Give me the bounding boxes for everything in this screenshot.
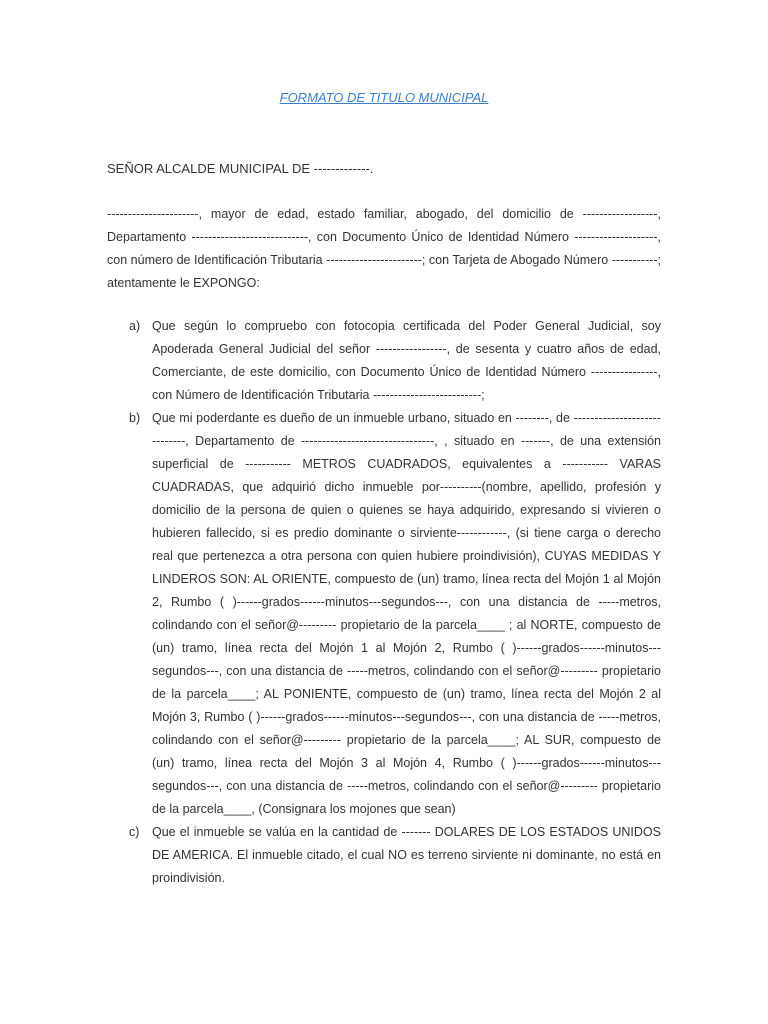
list-item <box>107 315 661 407</box>
list-item-text: Que según lo compruebo con fotocopia certificada del Poder General Judicial, soy Apoderada General Judicial del señor -----------------, de sesenta y cuatro años de edad, Comerciante, de este domicilio, con Documento Único de Identidad Número ----------------, con Número de Identificación Tributaria --------------------------; <box>152 319 661 402</box>
list-marker: b) <box>129 411 141 425</box>
document-title: FORMATO DE TITULO MUNICIPAL <box>279 90 489 105</box>
list-item <box>107 407 661 821</box>
addressee-line: SEÑOR ALCALDE MUNICIPAL DE -------------. <box>107 161 374 176</box>
list-marker: c) <box>129 825 140 839</box>
list-item-text: Que mi poderdante es dueño de un inmueble urbano, situado en --------, de -----------------------------, Departamento de --------------------------------, , situado en -------, de una extensión superficial de ----------- METROS CUADRADOS, equivalentes a ----------- VARAS CUADRADAS, que adquirió dicho inmueble por----------(nombre, apellido, profesión y domicilio de la persona de quien o quienes se haya adquirido, expresando si vivieren o hubieren fallecido, si es predio dominante o sirviente------------, (si tiene carga o derecho real que pertenezca a otra persona con quien hubiere proindivisión), CUYAS MEDIDAS Y LINDEROS SON: AL ORIENTE, compuesto de (un) tramo, línea recta del Mojón 1 al Mojón 2, Rumbo ( )------grados------minutos---segundos---, con una distancia de -----metros, colindando con el señor@--------- propietario de la parcela____ ; al NORTE, compuesto de (un) tramo, línea recta del Mojón 1 al Mojón 2, Rumbo ( )------grados------minutos---segundos---, con una distancia de -----metros, colindando con el señor@--------- propietario de la parcela____; AL PONIENTE, compuesto de (un) tramo, línea recta del Mojón 2 al Mojón 3, Rumbo ( )------grados------minutos---segundos---, con una distancia de -----metros, colindando con el señor@--------- propietario de la parcela____; AL SUR, compuesto de (un) tramo, línea recta del Mojón 3 al Mojón 4, Rumbo ( )------grados------minutos---segundos---, con una distancia de -----metros, colindando con el señor@--------- propietario de la parcela____, (Consignara los mojones que sean) <box>152 411 661 816</box>
list-marker: a) <box>129 319 141 333</box>
intro-paragraph: ----------------------, mayor de edad, estado familiar, abogado, del domicilio de ------------------, Departamento ----------------------------, con Documento Único de Identidad Número --------------------, con número de Identificación Tributaria -----------------------; con Tarjeta de Abogado Número -----------; atentamente le EXPONGO: <box>107 207 661 290</box>
list-item-text: Que el inmueble se valúa en la cantidad de ------- DOLARES DE LOS ESTADOS UNIDOS DE AMERICA. El inmueble citado, el cual NO es terreno sirviente ni dominante, no está en proindivisión. <box>152 825 661 885</box>
list-item <box>107 821 661 890</box>
petition-list <box>107 315 661 890</box>
